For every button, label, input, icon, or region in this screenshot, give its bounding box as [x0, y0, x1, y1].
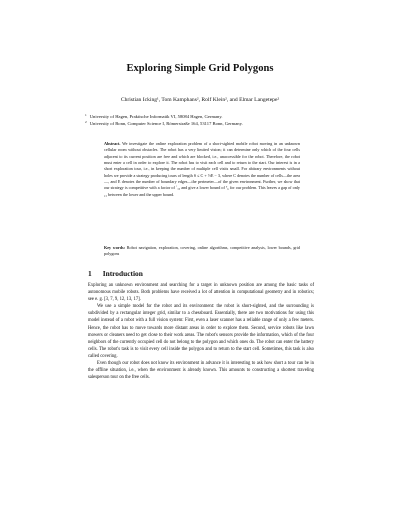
affiliation-mark: 1 — [85, 113, 87, 117]
section-title: Introduction — [102, 269, 143, 278]
paper-title: Exploring Simple Grid Polygons — [126, 63, 274, 74]
abstract-label: Abstract. — [104, 141, 121, 146]
section-number: 1 — [88, 269, 92, 278]
affiliation-mark: 2 — [85, 120, 87, 124]
paragraph-3: Even though our robot does not know its environment in advance it is interesting to ask how short a tour can be in the offline situation, i.e., when the environment is already known. This amounts to constructing a shortest traveling salesperson tour on the free cells. — [88, 361, 314, 381]
author-list: Christian Icking¹, Tom Kamphans², Rolf Klein², and Elmar Langetepe² — [120, 97, 280, 103]
keywords — [104, 245, 300, 258]
keywords-label: Key words: — [104, 245, 126, 250]
affiliation-text: University of Hagen, Praktische Informatik VI, 58084 Hagen, Germany. — [89, 114, 223, 119]
abstract-text: We investigate the online exploration problem of a short-sighted mobile robot moving in an unknown cellular room without obstacles. The robot has a very limited vision; it can determine only which of the four cells adjacent to its current position are free and which are blocked, i.e., unaccessible for the robot. Therefore, the robot must enter a cell in order to explore it. The robot has to visit each cell and to return to the start. Our interest is in a short exploration tour, i.e., in keeping the number of multiple cell visits small. For abitrary environments without holes we provide a strategy producing tours of length S ≤ C + ½E − 3, where C denotes the number of cells—the area—, and E denotes the number of boundary edges—the perimeter—of the given environment. Further, we show that our strategy is competitive with a factor of ´₃₂ and give a lower bound of ⁷₆ for our problem. This leaves a gap of only ₁₃ between the lower and the upper bound. — [104, 141, 300, 197]
affiliation-text: University of Bonn, Computer Science I, Römerstraße 164, 53117 Bonn, Germany. — [89, 121, 243, 126]
keywords-text: Robot navigation, exploration, covering, online algorithms, competitive analysis, lower bounds, grid polygons — [104, 245, 300, 257]
abstract — [104, 141, 300, 198]
paragraph-2: We use a simple model for the robot and its environment: the robot is short-sighted, and the surrounding is subdivided by a rectangular integer grid, similar to a chessboard. Essentially, there are two motivations for using this model instead of a robot with a full vision system: First, even a laser scanner has a reliable range of only a few meters. Hence, the robot has to move towards more distant areas in order to explore them. Second, service robots like lawn mowers or cleaners need to get close to their work areas. The robot's sensors provide the information, which of the four neighbors of the currently occupied cell do not belong to the polygon and which ones do. The robot can enter the battery cells. The robot's task is to visit every cell inside the polygon and to return to the start cell. Sometimes, this task is also called covering. — [88, 304, 314, 359]
affiliation-2 — [85, 119, 355, 127]
paragraph-1: Exploring an unknown environment and searching for a target in unknown position are among the basic tasks of autonomous mobile robots. Both problems have received a lot of attention in computational geometry and in robotics; see e. g. [3, 7, 9, 12, 13, 17]. — [88, 283, 314, 303]
section-body — [88, 282, 314, 381]
section-heading — [88, 269, 143, 278]
